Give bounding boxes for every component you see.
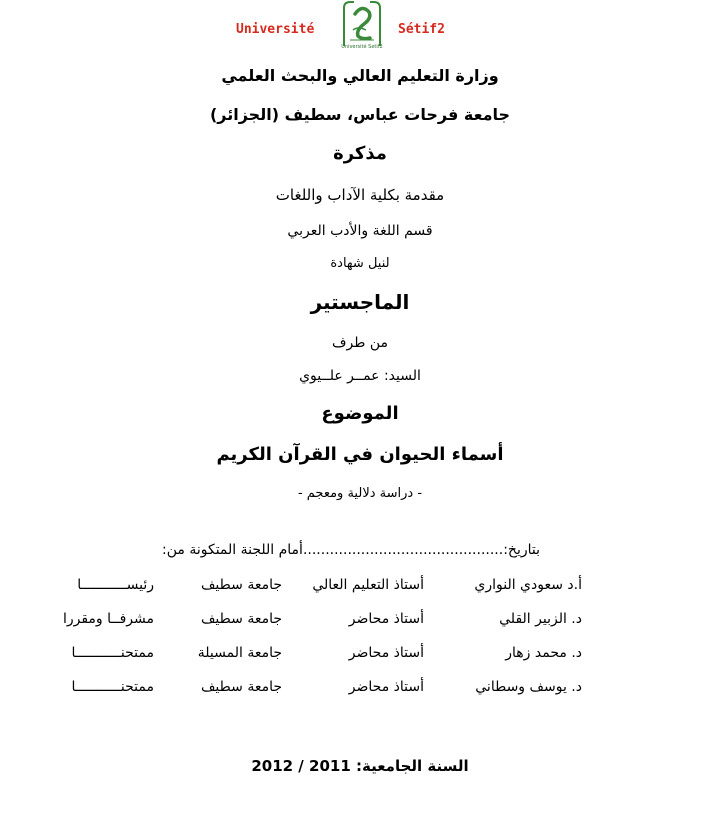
by-line: من طرف [332,335,388,351]
jury-name: د. الزبير القلي [499,611,582,627]
jury-name: د. محمد زهار [505,645,582,661]
university-title: جامعة فرحات عباس، سطيف (الجزائر) [209,105,511,124]
jury-rank: أستاذ محاضر [348,645,424,661]
jury-role: ممتحنـــــــــــا [71,679,154,695]
logo-caption: Université Setif2 [341,44,383,50]
jury-name: د. يوسف وسطاني [475,679,582,695]
document-header [0,0,720,56]
jury-row [0,645,720,669]
ministry-title: وزارة التعليم العالي والبحث العلمي [221,66,499,85]
university-label: Université [236,22,315,37]
subject-heading: الموضوع [321,403,399,424]
jury-institution: جامعة المسيلة [197,645,282,661]
academic-year: السنة الجامعية: 2011 / 2012 [251,757,469,775]
student-name: السيد: عمــر علــيوي [299,368,421,384]
jury-rank: أستاذ التعليم العالي [312,577,424,593]
thesis-title: أسماء الحيوان في القرآن الكريم [216,444,504,465]
jury-rank: أستاذ محاضر [348,611,424,627]
jury-institution: جامعة سطيف [200,577,282,593]
committee-intro: بتاريخ:.............................................أمام اللجنة المتكونة من: [162,542,540,558]
university-number-label: Sétif2 [398,22,445,37]
faculty-line: مقدمة بكلية الآداب واللغات [275,186,445,204]
jury-row [0,577,720,601]
jury-name: أ.د سعودي النواري [474,577,582,593]
jury-row [0,679,720,703]
memo-heading: مذكرة [333,143,387,164]
jury-rank: أستاذ محاضر [348,679,424,695]
jury-institution: جامعة سطيف [200,679,282,695]
jury-row [0,611,720,635]
department-line: قسم اللغة والأدب العربي [287,223,433,239]
jury-role: ممتحنـــــــــــا [71,645,154,661]
jury-role: مشرفــا ومقررا [62,611,154,627]
degree-heading: الماجستير [310,290,410,314]
thesis-subtitle: - دراسة دلالية ومعجم - [297,486,423,501]
jury-role: رئيســـــــــــا [77,577,154,593]
jury-institution: جامعة سطيف [200,611,282,627]
obtain-line: لنيل شهادة [330,256,390,271]
